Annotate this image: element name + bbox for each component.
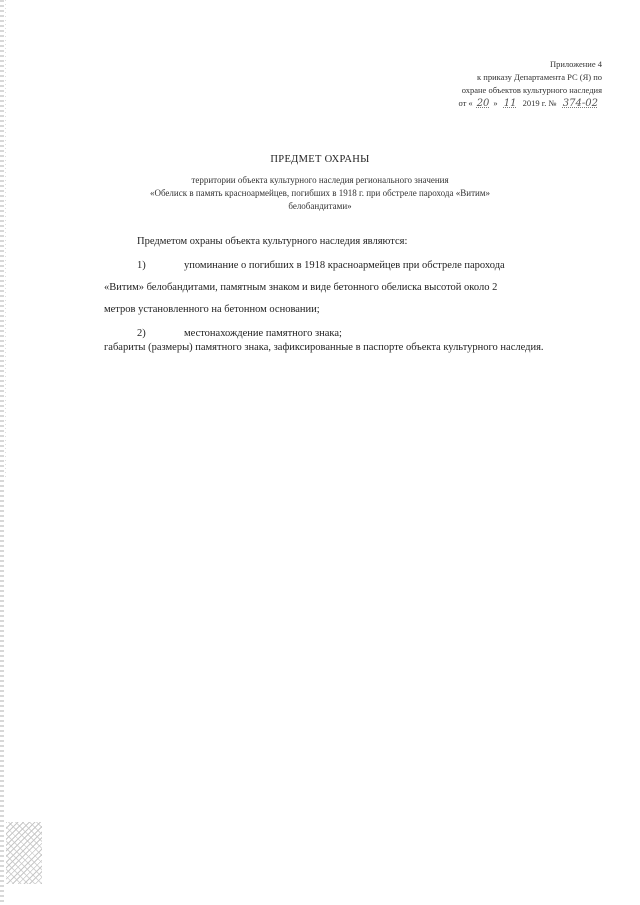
item-2-number: 2) (137, 328, 146, 339)
subtitle-line-3: белобандитами» (288, 201, 352, 211)
appendix-label: Приложение 4 (550, 59, 602, 69)
date-month-handwritten: 11 (503, 98, 517, 109)
document-title: ПРЕДМЕТ ОХРАНЫ (270, 154, 370, 165)
appendix-header (382, 58, 602, 110)
subtitle-line-1: территории объекта культурного наследия регионального значения (191, 175, 449, 185)
item-3-text: габариты (размеры) памятного знака, зафиксированные в паспорте объекта культурного наследия. (104, 342, 544, 353)
item-1-line-3: метров установленного на бетонном основании; (104, 304, 320, 315)
date-day-handwritten: 20 (476, 98, 490, 109)
item-2-text: местонахождение памятного знака; (184, 328, 342, 339)
item-1-number: 1) (137, 260, 146, 271)
intro-paragraph: Предметом охраны объекта культурного наследия являются: (137, 236, 408, 247)
scan-edge-artifact (0, 0, 4, 905)
subtitle-line-2: «Обелиск в память красноармейцев, погибших в 1918 г. при обстреле парохода «Витим» (149, 188, 491, 198)
item-1-line-1: упоминание о погибших в 1918 красноармейцев при обстреле парохода (184, 260, 505, 271)
scan-noise-artifact (6, 822, 42, 884)
appendix-order-ref: к приказу Департамента РС (Я) по (477, 72, 602, 82)
appendix-department: охране объектов культурного наследия (461, 85, 602, 95)
date-separator: » (493, 98, 498, 108)
appendix-date-line (382, 97, 602, 110)
item-1-line-2: «Витим» белобандитами, памятным знаком и виде бетонного обелиска высотой около 2 (104, 282, 498, 293)
date-year: 2019 г. № (522, 98, 557, 108)
order-number-handwritten: 374-02 (562, 98, 598, 109)
scan-edge-artifact-inner (5, 0, 6, 480)
date-prefix: от « (458, 98, 473, 108)
document-subtitle (100, 174, 540, 213)
